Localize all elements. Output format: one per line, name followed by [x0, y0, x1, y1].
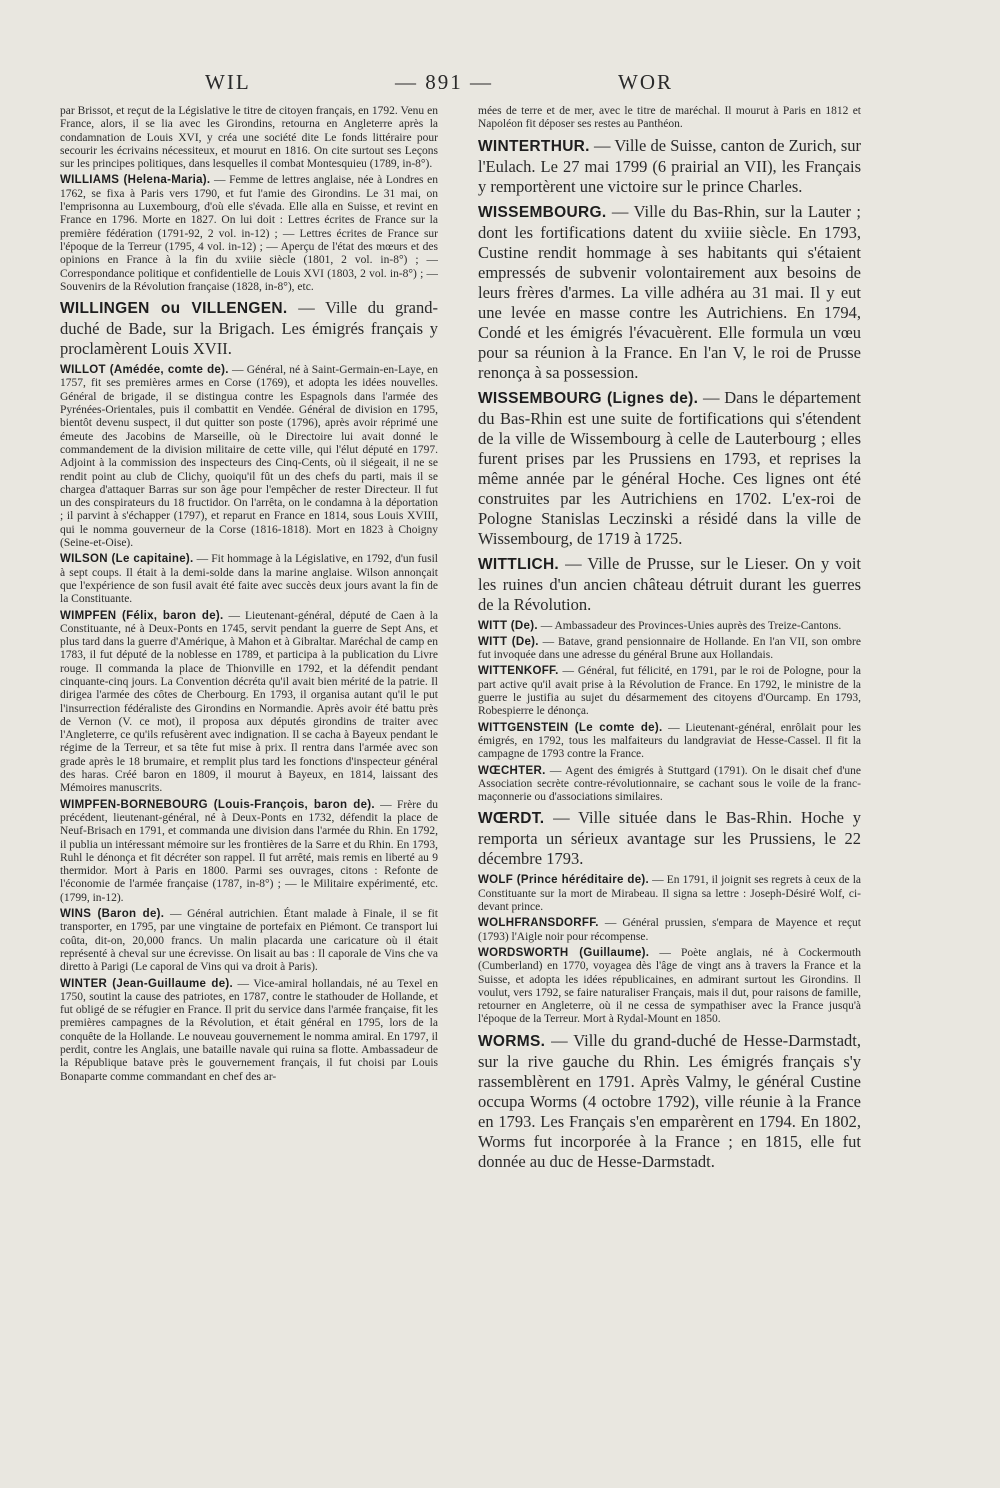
- entry-text: — Ville du Bas-Rhin, sur la Lauter ; dont les fortifications datent du xviiie siècle. En 1793, Custine rendit hommage à ses habitants qui s'étaient empressés de subvenir volontairement aux besoins de leurs frères d'armes. La ville adhéra au 31 mai. Il y eut une levée en masse contre les Autrichiens. En 1794, Condé et les émigrés l'évacuèrent. Elle formula un vœu pour sa réunion à la France. En l'an V, le roi de Prusse renonça à sa possession.: [478, 201, 861, 382]
- dictionary-entry: [478, 554, 861, 615]
- header-left-word: WIL: [205, 70, 251, 94]
- entry-text: — Ville du grand-duché de Hesse-Darmstadt, sur la rive gauche du Rhin. Les émigrés français s'y rassemblèrent en 1791. Après Valmy, le général Custine occupa Worms (4 octobre 1792), ville réunie à la France en 1793. Les Français s'en emparèrent en 1794. En 1802, Worms fut incorporée à la France ; en 1815, elle fut donnée au duc de Hesse-Darmstadt.: [478, 1030, 861, 1171]
- dictionary-entry: [60, 610, 438, 796]
- entry-headword: WITTENKOFF.: [478, 665, 559, 678]
- entry-text: — Lieutenant-général, enrôlait pour les émigrés, en 1792, tous les malfaiteurs du landgraviat de Hesse-Cassel. Il fit la campagne de 1793 contre la France.: [478, 721, 861, 761]
- dictionary-entry: [60, 799, 438, 905]
- page-number: — 891 —: [395, 70, 493, 94]
- page-header: [0, 70, 1000, 100]
- entry-text: — Ambassadeur des Provinces-Unies auprès des Treize-Cantons.: [537, 619, 842, 632]
- entry-headword: WITTGENSTEIN (Le comte de).: [478, 721, 663, 734]
- dictionary-entry: [60, 364, 438, 550]
- dictionary-entry: [478, 388, 861, 549]
- entry-text: — Général, fut félicité, en 1791, par le roi de Pologne, pour la part active qu'il avait prise à la Révolution de France. En 1792, le ministre de la guerre le justifia au sujet du désarmement des citoyens d'Ourcamp. En 1793, Robespierre le dénonça.: [478, 665, 861, 718]
- entry-text: — Agent des émigrés à Stuttgard (1791). On le disait chef d'une Association secrète contre-révolutionnaire, se cachant sous le voile de la franc-maçonnerie ou d'associations similaires.: [478, 764, 861, 804]
- entry-headword: WILLINGEN ou VILLENGEN.: [60, 300, 288, 318]
- dictionary-entry: [478, 1031, 861, 1172]
- dictionary-entry: [60, 298, 438, 359]
- entry-headword: WŒCHTER.: [478, 764, 546, 777]
- entry-text: — Ville de Suisse, canton de Zurich, sur l'Eulach. Le 27 mai 1799 (6 prairial an VII), les Français y remportèrent une victoire sur le prince Charles.: [478, 135, 861, 196]
- dictionary-entry: [478, 765, 861, 805]
- entry-text: — Vice-amiral hollandais, né au Texel en 1750, soutint la cause des patriotes, en 1787, contre le stathouder de Hollande, et fut obligé de se réfugier en France. Il prit du service dans l'armée française, fit les premières campagnes de la Révolution, et était général en 1795, lors de la conquête de la Hollande. Le nouveau gouvernement le nomma amiral. En 1797, il perdit, contre les Anglais, une bataille navale qui ruina sa flotte. Ambassadeur de la République batave près le gouvernement français, il fut choisi par Louis Bonaparte comme commandant en chef des ar-: [60, 977, 438, 1083]
- dictionary-entry: [60, 553, 438, 606]
- entry-headword: WOLHFRANSDORFF.: [478, 917, 599, 930]
- dictionary-entry: [60, 978, 438, 1084]
- header-right-word: WOR: [618, 70, 673, 94]
- entry-headword: WORMS.: [478, 1032, 546, 1050]
- entry-text: — Général prussien, s'empara de Mayence et reçut (1793) l'Aigle noir pour récompense.: [478, 917, 861, 943]
- dictionary-entry: [478, 917, 861, 944]
- dictionary-entry: [478, 620, 861, 633]
- entry-text: — Batave, grand pensionnaire de Hollande. En l'an VII, son ombre fut invoquée dans une adresse du général Brune aux Hollandais.: [478, 635, 861, 662]
- dictionary-entry: [478, 202, 861, 383]
- entry-headword: WILLIAMS (Helena-Maria).: [60, 174, 211, 187]
- entry-text: — Femme de lettres anglaise, née à Londres en 1762, se fixa à Paris vers 1790, et fut l'amie des Girondins. Le 31 mai, on l'emprisonna au Luxembourg, d'où elle s'évada. Elle alla en Suisse, et revint en France en 1796. Morte en 1827. On lui doit : Lettres écrites de France sur la première fédération (1791-92, 2 vol. in-12) ; — Lettres écrites de France sur l'époque de la Terreur (1795, 4 vol. in-12) ; — Aperçu de l'état des mœurs et des opinions en France à la fin du xviiie siècle (1801, 2 vol. in-8°) ; — Correspondance politique et confidentielle de Louis XVI (1803, 2 vol. in-8°) ; — Souvenirs de la Révolution française (1828, in-8°), etc.: [60, 174, 438, 293]
- entry-headword: WIMPFEN (Félix, baron de).: [60, 609, 224, 622]
- dictionary-entry: [478, 136, 861, 197]
- entry-headword: WILSON (Le capitaine).: [60, 553, 194, 566]
- entry-headword: WISSEMBOURG (Lignes de).: [478, 389, 699, 407]
- dictionary-entry: [478, 874, 861, 914]
- dictionary-entry: [478, 808, 861, 869]
- entry-text: — En 1791, il joignit ses regrets à ceux de la Constituante sur la mort de Mirabeau. Il signa sa lettre : Joseph-Désiré Wolf, ci-devant prince.: [478, 874, 861, 914]
- entry-headword: WŒRDT.: [478, 810, 545, 828]
- entry-headword: WITT (De).: [478, 619, 538, 632]
- entry-headword: WOLF (Prince héréditaire de).: [478, 874, 650, 887]
- dictionary-entry: [60, 908, 438, 974]
- entry-text: — Frère du précédent, lieutenant-général, né à Deux-Ponts en 1732, défendit la place de Neuf-Brisach en 1791, et commanda une division dans l'armée du Rhin. En 1792, il publia un intéressant mémoire sur les frontières de la Sarre et du Rhin. En 1793, Ruhl le dénonça et fit décréter son rappel. Il fut arrêté, mais remis en liberté au 9 thermidor. Mort à Paris en 1800. Parmi ses ouvrages, citons : Refonte de l'économie de l'armée française (1787, in-8°) ; — le Militaire expérimenté, etc. (1799, in-12).: [60, 798, 438, 904]
- entry-text: — Général autrichien. Étant malade à Finale, il se fit transporter, en 1795, par une vingtaine de portefaix en Piémont. Ce transport lui coûta, dit-on, 20,000 francs. Un malin placarda une caricature où il était représenté à cheval sur une écrevisse. On lisait au bas : Il caporale de Vins che va diretto à Parigi (Le caporal de Vins qui va droit à Paris).: [60, 908, 438, 974]
- entry-text: — Ville de Prusse, sur le Lieser. On y voit les ruines d'un ancien château détruit durant les guerres de la Révolution.: [478, 553, 861, 614]
- entry-headword: WINS (Baron de).: [60, 908, 165, 921]
- dictionary-entry: [478, 665, 861, 718]
- entry-headword: WITT (De).: [478, 635, 539, 648]
- entry-headword: WISSEMBOURG.: [478, 203, 607, 221]
- entry-text: — Ville du grand-duché de Bade, sur la Brigach. Les émigrés français y proclamèrent Louis XVII.: [60, 298, 438, 359]
- entry-text: — Général, né à Saint-Germain-en-Laye, en 1757, fit ses premières armes en Corse (1769), et adopta les idées nouvelles. Général de brigade, il se distingua contre les Espagnols dans l'armée des Pyrénées-Orientales, puis il combattit en Vendée. Général de division en 1795, bientôt devenu suspect, il dut quitter son poste (1796), après avoir réprimé une émeute des Jacobins de Marseille, où le Directoire lui avait donné le commandement de la division militaire de cette ville, qui l'élut député en 1797. Adjoint à la commission des inspecteurs des Cinq-Cents, où il siégeait, il ne se rendit point au club de Clichy, quoiqu'il fût un des chefs du parti, mais il se chargea d'attaquer Barras sur son âge pour l'empêcher de rester Directeur. Il fut un des conspirateurs du 18 fructidor. On l'arrêta, on le condamna à la déportation ; il parvint à s'échapper (1797), et reparut en France en 1814, sous Louis XVIII, qui le nomma gouverneur de la Corse (1816-1818). Mort en 1823 à Choigny (Seine-et-Oise).: [60, 364, 438, 550]
- entry-headword: WIMPFEN-BORNEBOURG (Louis-François, baron de).: [60, 798, 375, 811]
- entry-text: par Brissot, et reçut de la Législative le titre de citoyen français, en 1792. Venu en France, alors, il se lia avec les Girondins, retourna en Angleterre après la condamnation de Louis XVI, y créa une société dite Le fonds littéraire pour secourir les écrivains nécessiteux, et mourut en 1816. On cite surtout ses Leçons sur les principes politiques, dans lesquelles il combat Montesquieu (1789, in-8°).: [60, 105, 438, 171]
- entry-headword: WITTLICH.: [478, 555, 560, 573]
- right-column: [478, 105, 861, 1345]
- dictionary-entry: [478, 947, 861, 1027]
- entry-text: — Lieutenant-général, député de Caen à la Constituante, né à Deux-Ponts en 1745, servit pendant la guerre de Sept Ans, et plus tard dans la guerre d'Amérique, à Mahon et à Gibraltar. Maréchal de camp en 1783, il fut député de la noblesse en 1789, et participa à la publication du Livre rouge. Il commanda la place de Thionville en 1792, et la défendit pendant cinquante-cinq jours. La Convention décréta qu'il avait bien mérité de la patrie. Il dirigea l'armée des côtes de Cherbourg. En 1793, il organisa autant qu'il le put l'insurrection fédéraliste des Girondins en Normandie. Après avoir été battu près de Vernon (V. ce mot), il proposa aux députés girondins de traiter avec l'Angleterre, ce qu'ils refusèrent avec indignation. Il se cacha à Bayeux pendant le régime de la Terreur, et sa tête fut mise à prix. Il rentra dans l'armée avec son grade après le 18 brumaire, et remplit plus tard les fonctions d'inspecteur général des haras. Créé baron en 1809, il mourut à Bayeux, en 1814, laissant des Mémoires manuscrits.: [60, 609, 438, 795]
- entry-headword: WINTERTHUR.: [478, 137, 590, 155]
- dictionary-entry: [60, 105, 438, 171]
- dictionary-entry: [478, 105, 861, 132]
- entry-text: — Ville située dans le Bas-Rhin. Hoche y remporta un sérieux avantage sur les Prussiens, le 22 décembre 1793.: [478, 808, 861, 869]
- entry-headword: WILLOT (Amédée, comte de).: [60, 364, 229, 377]
- entry-text: — Fit hommage à la Législative, en 1792, d'un fusil à sept coups. Il était à la demi-solde dans la marine anglaise. Wilson annonçait que l'expérience de son fusil avait été faite avec succès deux jours avant la fin de la Constituante.: [60, 553, 438, 606]
- dictionary-entry: [60, 174, 438, 294]
- entry-text: — Dans le département du Bas-Rhin est une suite de fortifications qui s'étendent de la ville de Wissembourg à celle de Lauterbourg ; elles furent prises par les Prussiens en 1793, et reprises la même année par le général Hoche. Ces lignes ont été construites par les Autrichiens en 1702. L'ex-roi de Pologne Stanislas Leczinski a résidé dans la ville de Wissembourg, de 1719 à 1725.: [478, 387, 861, 548]
- dictionary-entry: [478, 636, 861, 663]
- entry-headword: WORDSWORTH (Guillaume).: [478, 946, 650, 959]
- entry-text: mées de terre et de mer, avec le titre de maréchal. Il mourut à Paris en 1812 et Napoléon fit déposer ses restes au Panthéon.: [478, 105, 861, 131]
- entry-headword: WINTER (Jean-Guillaume de).: [60, 977, 234, 990]
- entry-text: — Poète anglais, né à Cockermouth (Cumberland) en 1770, voyagea dès l'âge de vingt ans à travers la France et la Suisse, et adopta les idées républicaines, en admirant surtout les Girondins. Il voulut, vers 1792, se faire naturaliser Français, mais il dut, pour raisons de famille, retourner en Angleterre, où il ne cessa de sympathiser avec la France jusqu'à l'époque de la Terreur. Mort à Rydal-Mount en 1850.: [478, 946, 861, 1026]
- dictionary-entry: [478, 722, 861, 762]
- left-column: [60, 105, 438, 1440]
